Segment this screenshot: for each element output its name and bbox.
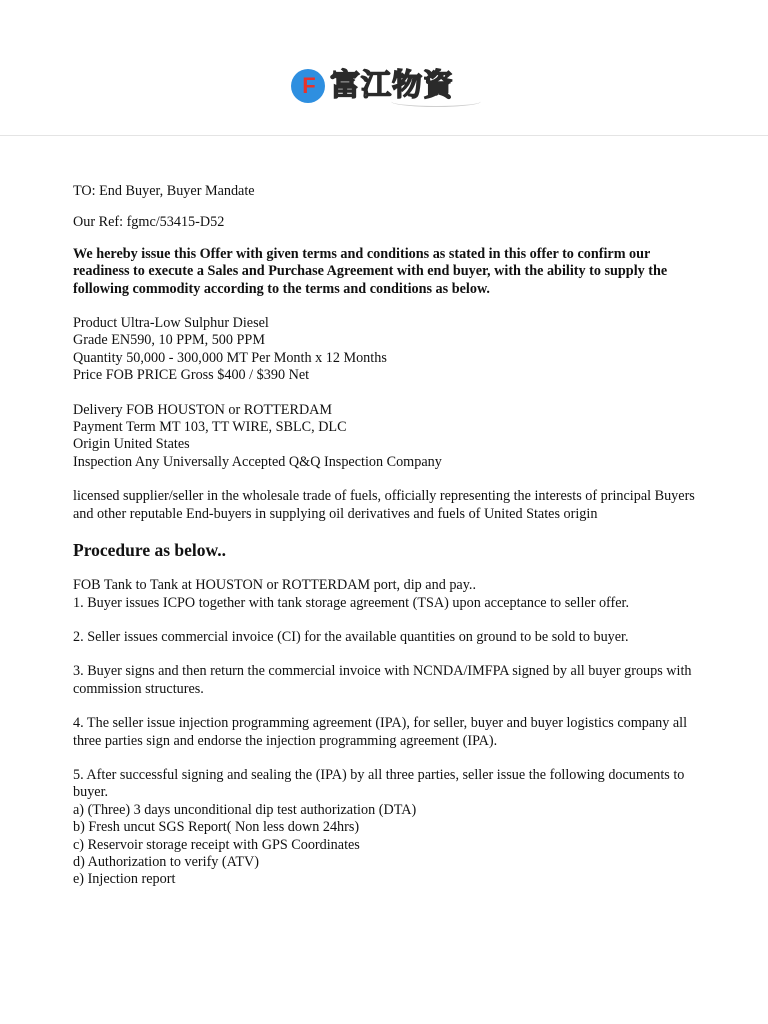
document-item: e) Injection report bbox=[73, 871, 176, 888]
logo-text: 富江物資 bbox=[330, 68, 454, 103]
document-item: c) Reservoir storage receipt with GPS Coordinates bbox=[73, 836, 360, 853]
procedure-step-2: 2. Seller issues commercial invoice (CI) for the available quantities on ground to be sold to buyer. bbox=[73, 628, 629, 645]
logo-letter: F bbox=[302, 73, 316, 98]
term-inspection: Inspection Any Universally Accepted Q&Q Inspection Company bbox=[73, 453, 442, 470]
to-line: TO: End Buyer, Buyer Mandate bbox=[73, 183, 255, 199]
procedure-step-4: 4. The seller issue injection programming agreement (IPA), for seller, buyer and buyer logistics company all three parties sign and endorse the injection programming agreement (IPA). bbox=[73, 715, 688, 749]
reference-line: Our Ref: fgmc/53415-D52 bbox=[73, 214, 225, 231]
spec-grade: Grade EN590, 10 PPM, 500 PPM bbox=[73, 332, 265, 349]
logo-badge-icon bbox=[291, 69, 325, 103]
delivery-terms bbox=[73, 402, 703, 472]
supplier-paragraph: licensed supplier/seller in the wholesale trade of fuels, officially representing the interests of principal Buyers and other reputable End-buyers in supplying oil derivatives and fuels of United States origin bbox=[73, 488, 695, 522]
document-list bbox=[73, 802, 703, 889]
product-specs bbox=[73, 315, 703, 385]
procedure-step-5: 5. After successful signing and sealing the (IPA) by all three parties, seller issue the following documents to buyer. bbox=[73, 766, 685, 801]
page-header bbox=[0, 0, 768, 136]
term-delivery: Delivery FOB HOUSTON or ROTTERDAM bbox=[73, 401, 333, 418]
procedure-intro: FOB Tank to Tank at HOUSTON or ROTTERDAM port, dip and pay.. bbox=[73, 577, 476, 594]
document-item: a) (Three) 3 days unconditional dip test authorization (DTA) bbox=[73, 801, 417, 818]
term-origin: Origin United States bbox=[73, 436, 190, 453]
term-payment: Payment Term MT 103, TT WIRE, SBLC, DLC bbox=[73, 419, 347, 436]
spec-product: Product Ultra-Low Sulphur Diesel bbox=[73, 315, 269, 332]
offer-intro: We hereby issue this Offer with given terms and conditions as stated in this offer to confirm our readiness to execute a Sales and Purchase Agreement with end buyer, with the ability to supply the following commodity according to the terms and conditions as below. bbox=[73, 245, 668, 297]
procedure-step-1: 1. Buyer issues ICPO together with tank storage agreement (TSA) upon acceptance to seller offer. bbox=[73, 594, 630, 611]
procedure-heading: Procedure as below.. bbox=[73, 540, 226, 561]
document-item: b) Fresh uncut SGS Report( Non less down 24hrs) bbox=[73, 819, 360, 836]
document-item: d) Authorization to verify (ATV) bbox=[73, 853, 259, 870]
spec-price: Price FOB PRICE Gross $400 / $390 Net bbox=[73, 367, 310, 384]
procedure-step-3: 3. Buyer signs and then return the commercial invoice with NCNDA/IMFPA signed by all buyer groups with commission structures. bbox=[73, 663, 692, 697]
spec-quantity: Quantity 50,000 - 300,000 MT Per Month x 12 Months bbox=[73, 349, 387, 366]
logo-swash bbox=[391, 96, 481, 107]
offer-document bbox=[73, 183, 703, 889]
company-logo bbox=[291, 66, 454, 106]
